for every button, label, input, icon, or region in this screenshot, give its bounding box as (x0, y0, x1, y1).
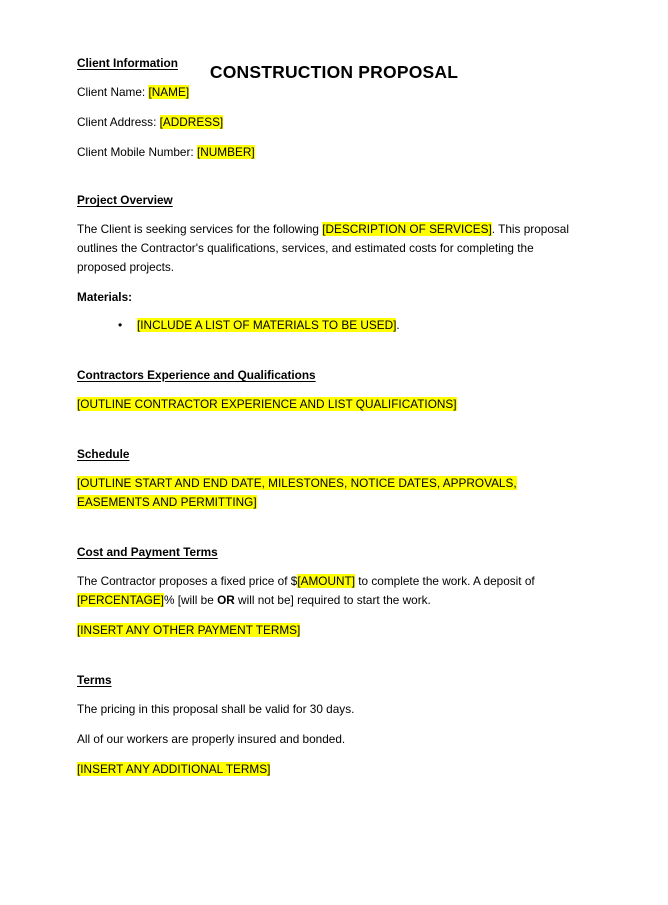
cost-text-3: % [will be (163, 593, 218, 608)
cost-text-2: to complete the work. A deposit of (355, 573, 535, 588)
client-address-label: Client Address: (77, 115, 160, 130)
schedule-paragraph (77, 474, 581, 512)
heading-schedule: Schedule (77, 446, 130, 461)
materials-label: Materials: (77, 289, 133, 304)
heading-terms: Terms (77, 673, 112, 688)
terms-line-1: The pricing in this proposal shall be valid for 30 days. (77, 702, 355, 717)
cost-text-4: will not be] required to start the work. (234, 593, 431, 608)
heading-contractor-experience: Contractors Experience and Qualifications (77, 367, 316, 382)
schedule-placeholder: [OUTLINE START AND END DATE, MILESTONES, NOTICE DATES, APPROVALS, EASEMENTS AND PERMITTING] (77, 475, 517, 509)
client-address-line (77, 113, 581, 132)
project-overview-services-placeholder: [DESCRIPTION OF SERVICES] (322, 222, 492, 237)
project-overview-text-1: The Client is seeking services for the following (77, 222, 323, 237)
terms-line-3 (77, 760, 581, 779)
heading-project-overview: Project Overview (77, 193, 173, 208)
cost-paragraph (77, 572, 581, 610)
section-terms (77, 673, 581, 779)
project-overview-paragraph (77, 220, 581, 277)
contractor-experience-paragraph (77, 395, 581, 414)
materials-placeholder: [INCLUDE A LIST OF MATERIALS TO BE USED] (137, 318, 397, 333)
client-name-value: [NAME] (148, 84, 190, 99)
client-name-line (77, 83, 581, 102)
cost-amount-placeholder: [AMOUNT] (297, 573, 355, 588)
client-address-value: [ADDRESS] (159, 115, 224, 130)
contractor-experience-placeholder: [OUTLINE CONTRACTOR EXPERIENCE AND LIST QUALIFICATIONS] (77, 396, 457, 411)
client-mobile-line (77, 143, 581, 162)
client-mobile-label: Client Mobile Number: (77, 145, 197, 160)
section-client-information (77, 56, 581, 162)
other-payment-terms-placeholder: [INSERT ANY OTHER PAYMENT TERMS] (77, 623, 301, 638)
document-body (77, 0, 581, 780)
project-overview-text-2: . This proposal outlines the Contractor's qualifications, services, and estimated costs for completing the proposed projects. (77, 222, 569, 275)
section-schedule (77, 447, 581, 512)
client-mobile-value: [NUMBER] (196, 145, 255, 160)
materials-bullet-tail: . (396, 318, 400, 333)
cost-percentage-placeholder: [PERCENTAGE] (77, 593, 164, 608)
additional-terms-placeholder: [INSERT ANY ADDITIONAL TERMS] (77, 762, 271, 777)
heading-cost-and-payment-terms: Cost and Payment Terms (77, 545, 218, 560)
heading-client-information: Client Information (77, 56, 178, 70)
cost-text-1: The Contractor proposes a fixed price of $ (77, 573, 298, 588)
section-project-overview (77, 193, 581, 335)
materials-list (77, 317, 581, 335)
cost-or-bold: OR (217, 593, 235, 608)
list-item (118, 317, 581, 335)
section-contractor-experience (77, 368, 581, 414)
client-name-label: Client Name: (77, 84, 149, 99)
other-payment-terms-paragraph (77, 621, 581, 640)
section-cost-and-payment-terms (77, 545, 581, 640)
page-title: CONSTRUCTION PROPOSAL (209, 62, 459, 82)
terms-line-2: All of our workers are properly insured and bonded. (77, 732, 346, 747)
